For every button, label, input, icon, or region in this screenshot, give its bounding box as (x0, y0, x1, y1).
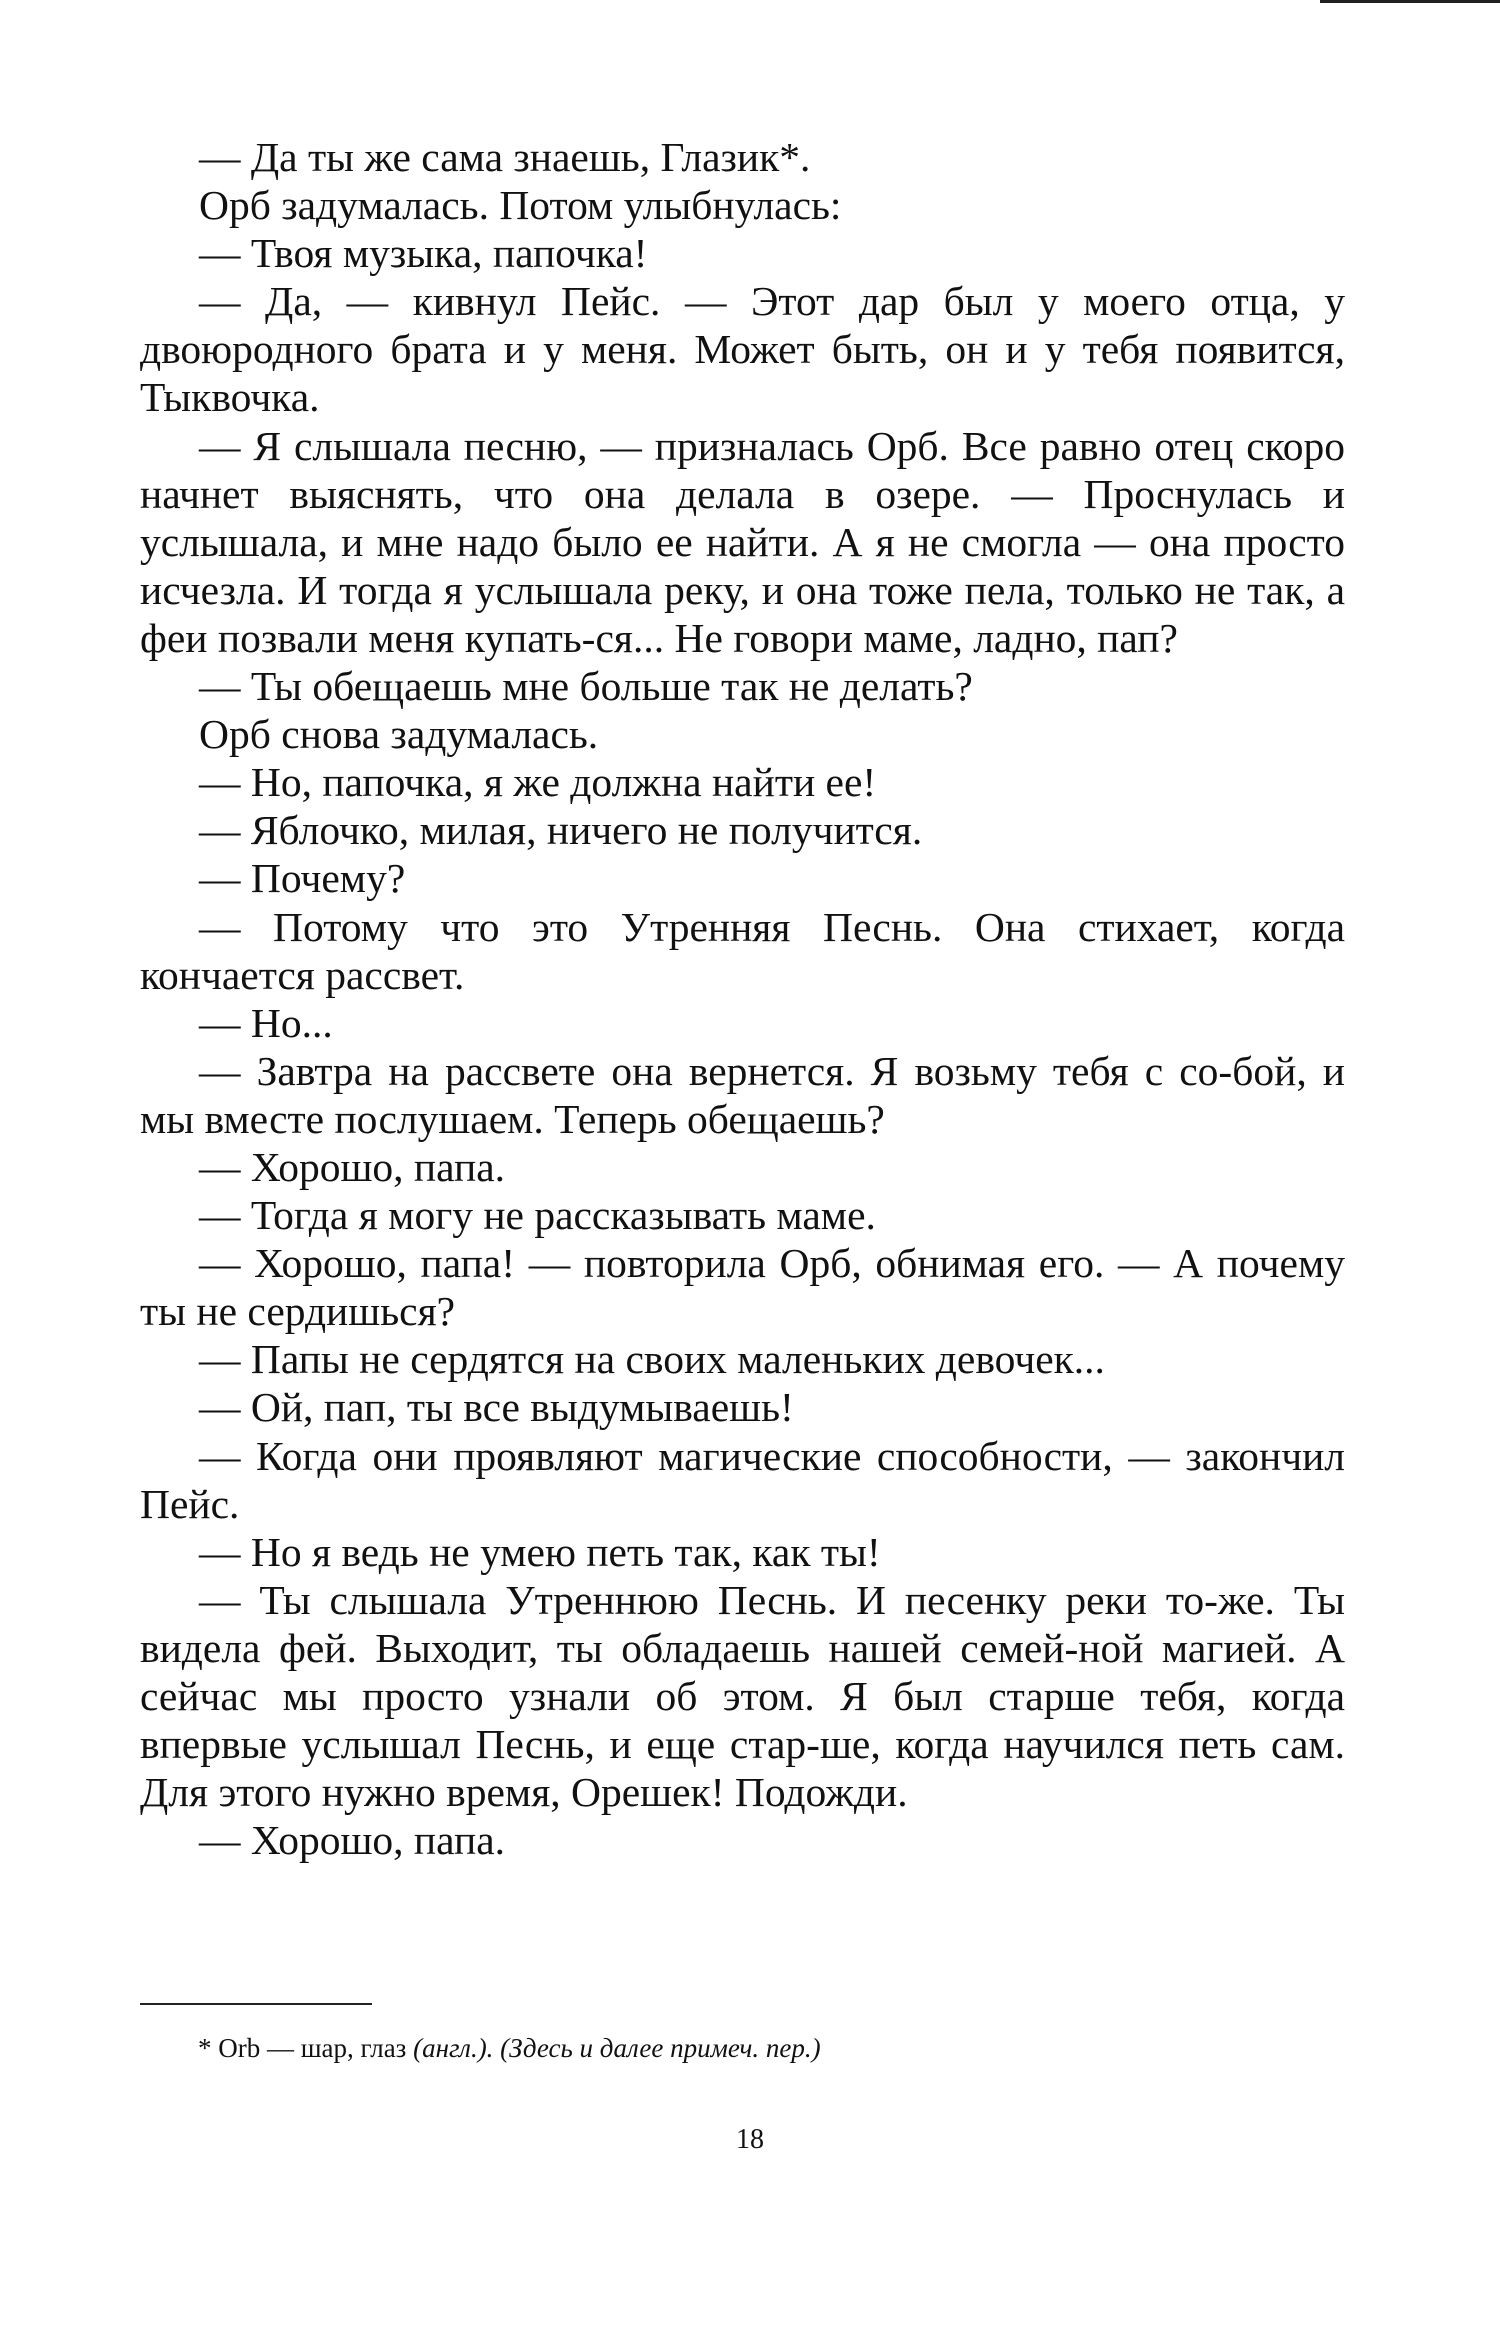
paragraph: — Хорошо, папа! — повторила Орб, обнимая его. — А почему ты не сердишься? (140, 1240, 1345, 1335)
paragraph: — Хорошо, папа. (199, 1817, 506, 1864)
footnote-definition: — шар, глаз (267, 2033, 407, 2063)
paragraph: — Ты обещаешь мне больше так не делать? (199, 663, 973, 710)
paragraph: — Я слышала песню, — призналась Орб. Все равно отец скоро начнет выяснять, что она делала в озере. — Проснулась и услышала, и мне надо было ее найти. А я не смогла — она просто исчезла. И тогда я услышала реку, и она тоже пела, только не так, а феи позвали меня купать-ся... Не говори маме, ладно, пап? (140, 422, 1345, 661)
paragraph: Орб снова задумалась. (199, 711, 599, 758)
paragraph: Орб задумалась. Потом улыбнулась: (199, 182, 842, 229)
paragraph: — Почему? (199, 855, 406, 902)
paragraph: — Хорошо, папа. (199, 1143, 506, 1190)
footnote (198, 2030, 1298, 2066)
footnote-marker: * (198, 2033, 212, 2063)
paragraph: — Но... (199, 999, 333, 1046)
paragraph: — Ой, пап, ты все выдумываешь! (199, 1384, 794, 1431)
paragraph: — Тогда я могу не рассказывать маме. (199, 1192, 876, 1239)
paragraph: — Потому что это Утренняя Песнь. Она стихает, когда кончается рассвет. (140, 903, 1345, 998)
paragraph: — Твоя музыка, папочка! (199, 230, 648, 277)
paragraph: — Но, папочка, я же должна найти ее! (199, 759, 877, 806)
footnote-separator (140, 2003, 372, 2005)
top-edge-line (1320, 0, 1500, 3)
paragraph: — Завтра на рассвете она вернется. Я возьму тебя с со-бой, и мы вместе послушаем. Теперь обещаешь? (140, 1047, 1345, 1142)
footnote-note: (англ.). (Здесь и далее примеч. пер.) (413, 2033, 821, 2063)
paragraph: — Яблочко, милая, ничего не получится. (199, 807, 923, 854)
paragraph: — Да, — кивнул Пейс. — Этот дар был у моего отца, у двоюродного брата и у меня. Может быть, он и у тебя появится, Тыквочка. (140, 278, 1345, 421)
page-number: 18 (736, 2124, 764, 2155)
footnote-term: Orb (218, 2033, 261, 2063)
paragraph: — Папы не сердятся на своих маленьких девочек... (199, 1336, 1105, 1383)
paragraph: — Но я ведь не умею петь так, как ты! (199, 1528, 881, 1575)
paragraph: — Ты слышала Утреннюю Песнь. И песенку реки то-же. Ты видела фей. Выходит, ты обладаешь нашей семей-ной магией. А сейчас мы просто узнали об этом. Я был старше тебя, когда впервые услышал Песнь, и еще стар-ше, когда научился петь сам. Для этого нужно время, Орешек! Подожди. (140, 1576, 1345, 1816)
paragraph: — Да ты же сама знаешь, Глазик*. (199, 134, 811, 180)
paragraph: — Когда они проявляют магические способности, — закончил Пейс. (140, 1432, 1345, 1527)
body-text (140, 133, 1345, 1864)
